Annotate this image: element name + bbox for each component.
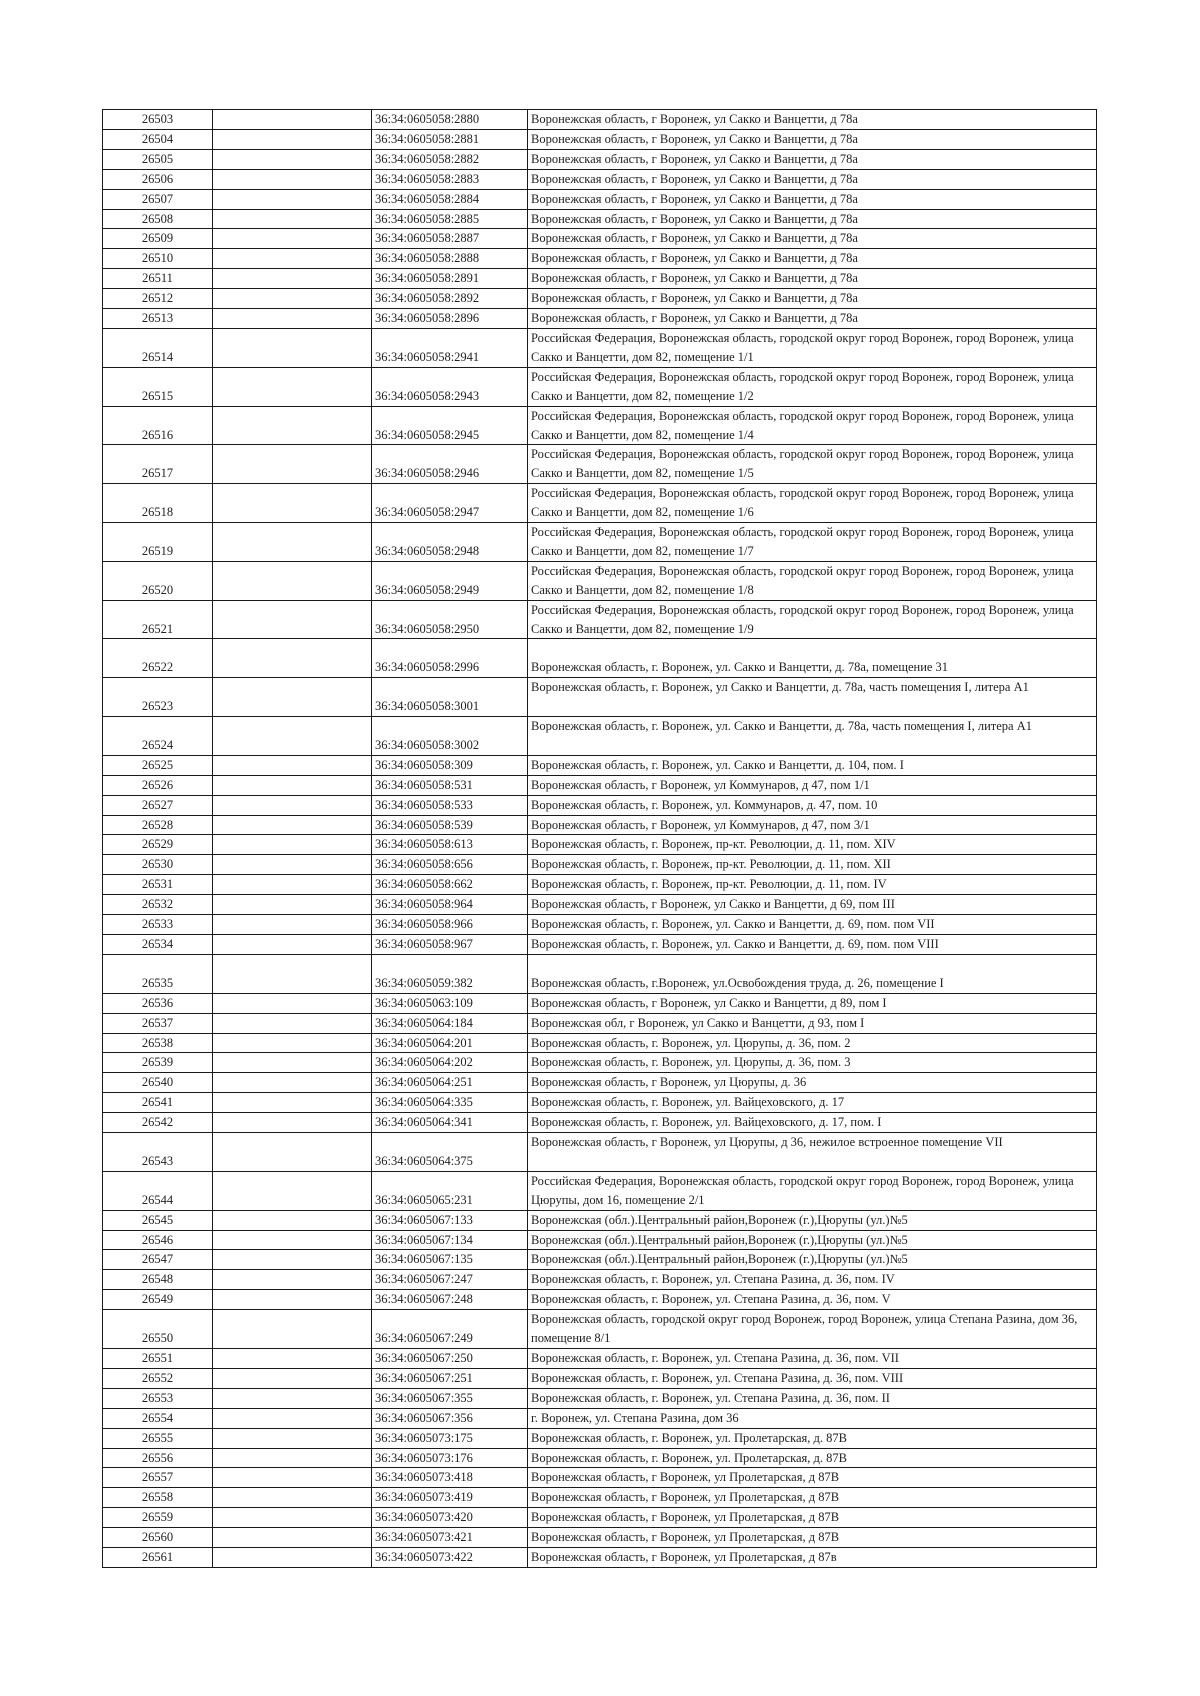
registry-table — [102, 109, 1097, 1568]
empty-cell — [213, 110, 372, 130]
address-cell: Воронежская область, г. Воронеж, пр-кт. Революции, д. 11, пом. XIV — [528, 835, 1097, 855]
address-cell: Воронежская (обл.).Центральный район,Воронеж (г.),Цюрупы (ул.)№5 — [528, 1250, 1097, 1270]
table-row — [103, 367, 1097, 406]
empty-cell — [213, 1528, 372, 1548]
cadastral-number-cell: 36:34:0605058:3001 — [372, 678, 528, 717]
table-row — [103, 678, 1097, 717]
row-number-cell: 26525 — [103, 755, 213, 775]
table-row — [103, 1468, 1097, 1488]
empty-cell — [213, 993, 372, 1013]
address-cell: Воронежская область, г Воронеж, ул Сакко и Ванцетти, д 78а — [528, 209, 1097, 229]
cadastral-number-cell: 36:34:0605067:356 — [372, 1408, 528, 1428]
row-number-cell: 26560 — [103, 1528, 213, 1548]
empty-cell — [213, 1349, 372, 1369]
table-row — [103, 1448, 1097, 1468]
address-cell: Воронежская область, г Воронеж, ул Цюрупы, д 36, нежилое встроенное помещение VII — [528, 1133, 1097, 1172]
cadastral-number-cell: 36:34:0605067:355 — [372, 1388, 528, 1408]
cadastral-number-cell: 36:34:0605058:2882 — [372, 149, 528, 169]
table-row — [103, 875, 1097, 895]
cadastral-number-cell: 36:34:0605063:109 — [372, 993, 528, 1013]
cadastral-number-cell: 36:34:0605058:2941 — [372, 328, 528, 367]
table-row — [103, 1210, 1097, 1230]
table-row — [103, 1250, 1097, 1270]
empty-cell — [213, 189, 372, 209]
row-number-cell: 26552 — [103, 1368, 213, 1388]
table-row — [103, 1548, 1097, 1568]
table-row — [103, 895, 1097, 915]
address-cell: Российская Федерация, Воронежская область, городской округ город Воронеж, город Воронеж, улица Сакко и Ванцетти, дом 82, помещение 1/9 — [528, 600, 1097, 639]
cadastral-number-cell: 36:34:0605067:249 — [372, 1310, 528, 1349]
empty-cell — [213, 717, 372, 756]
row-number-cell: 26520 — [103, 561, 213, 600]
row-number-cell: 26556 — [103, 1448, 213, 1468]
cadastral-number-cell: 36:34:0605058:662 — [372, 875, 528, 895]
table-row — [103, 406, 1097, 445]
cadastral-number-cell: 36:34:0605058:2996 — [372, 639, 528, 678]
cadastral-number-cell: 36:34:0605064:335 — [372, 1093, 528, 1113]
row-number-cell: 26511 — [103, 269, 213, 289]
cadastral-number-cell: 36:34:0605058:2950 — [372, 600, 528, 639]
row-number-cell: 26553 — [103, 1388, 213, 1408]
cadastral-number-cell: 36:34:0605067:134 — [372, 1230, 528, 1250]
row-number-cell: 26508 — [103, 209, 213, 229]
address-cell: Воронежская (обл.).Центральный район,Воронеж (г.),Цюрупы (ул.)№5 — [528, 1210, 1097, 1230]
cadastral-number-cell: 36:34:0605067:250 — [372, 1349, 528, 1369]
row-number-cell: 26540 — [103, 1073, 213, 1093]
empty-cell — [213, 1408, 372, 1428]
table-row — [103, 1368, 1097, 1388]
empty-cell — [213, 484, 372, 523]
cadastral-number-cell: 36:34:0605067:251 — [372, 1368, 528, 1388]
cadastral-number-cell: 36:34:0605059:382 — [372, 954, 528, 993]
address-cell: Воронежская область, г Воронеж, ул Сакко и Ванцетти, д 78а — [528, 289, 1097, 309]
row-number-cell: 26513 — [103, 309, 213, 329]
empty-cell — [213, 523, 372, 562]
empty-cell — [213, 775, 372, 795]
address-cell: Воронежская область, г. Воронеж, пр-кт. Революции, д. 11, пом. XII — [528, 855, 1097, 875]
empty-cell — [213, 229, 372, 249]
table-row — [103, 561, 1097, 600]
empty-cell — [213, 1113, 372, 1133]
table-row — [103, 1428, 1097, 1448]
address-cell: Воронежская область, г. Воронеж, ул. Пролетарская, д. 87В — [528, 1448, 1097, 1468]
table-row — [103, 229, 1097, 249]
address-cell: Воронежская область, г. Воронеж, ул. Вайцеховского, д. 17 — [528, 1093, 1097, 1113]
table-row — [103, 1033, 1097, 1053]
empty-cell — [213, 954, 372, 993]
address-cell: Воронежская область, г. Воронеж, ул. Степана Разина, д. 36, пом. V — [528, 1290, 1097, 1310]
table-row — [103, 1133, 1097, 1172]
cadastral-number-cell: 36:34:0605058:613 — [372, 835, 528, 855]
row-number-cell: 26559 — [103, 1508, 213, 1528]
cadastral-number-cell: 36:34:0605058:2887 — [372, 229, 528, 249]
empty-cell — [213, 406, 372, 445]
address-cell: Воронежская область, г. Воронеж, ул Сакко и Ванцетти, д. 78а, часть помещения I, литера А1 — [528, 678, 1097, 717]
cadastral-number-cell: 36:34:0605065:231 — [372, 1171, 528, 1210]
row-number-cell: 26554 — [103, 1408, 213, 1428]
address-cell: Воронежская (обл.).Центральный район,Воронеж (г.),Цюрупы (ул.)№5 — [528, 1230, 1097, 1250]
table-row — [103, 523, 1097, 562]
table-row — [103, 1349, 1097, 1369]
address-cell: г. Воронеж, ул. Степана Разина, дом 36 — [528, 1408, 1097, 1428]
address-cell: Воронежская область, г. Воронеж, пр-кт. Революции, д. 11, пом. IV — [528, 875, 1097, 895]
cadastral-number-cell: 36:34:0605058:2949 — [372, 561, 528, 600]
address-cell: Воронежская область, г. Воронеж, ул. Пролетарская, д. 87В — [528, 1428, 1097, 1448]
table-row — [103, 1290, 1097, 1310]
address-cell: Воронежская область, г Воронеж, ул Коммунаров, д 47, пом 3/1 — [528, 815, 1097, 835]
cadastral-number-cell: 36:34:0605058:2948 — [372, 523, 528, 562]
row-number-cell: 26545 — [103, 1210, 213, 1230]
empty-cell — [213, 367, 372, 406]
row-number-cell: 26504 — [103, 129, 213, 149]
cadastral-number-cell: 36:34:0605058:2880 — [372, 110, 528, 130]
table-row — [103, 1171, 1097, 1210]
table-row — [103, 795, 1097, 815]
empty-cell — [213, 309, 372, 329]
empty-cell — [213, 678, 372, 717]
empty-cell — [213, 249, 372, 269]
cadastral-number-cell: 36:34:0605058:539 — [372, 815, 528, 835]
row-number-cell: 26546 — [103, 1230, 213, 1250]
table-row — [103, 1408, 1097, 1428]
table-row — [103, 1230, 1097, 1250]
row-number-cell: 26507 — [103, 189, 213, 209]
cadastral-number-cell: 36:34:0605073:421 — [372, 1528, 528, 1548]
empty-cell — [213, 1133, 372, 1172]
address-cell: Воронежская область, г Воронеж, ул Сакко и Ванцетти, д 78а — [528, 149, 1097, 169]
row-number-cell: 26505 — [103, 149, 213, 169]
empty-cell — [213, 209, 372, 229]
empty-cell — [213, 1488, 372, 1508]
row-number-cell: 26531 — [103, 875, 213, 895]
address-cell: Воронежская область, г Воронеж, ул Сакко и Ванцетти, д 78а — [528, 129, 1097, 149]
cadastral-number-cell: 36:34:0605058:2883 — [372, 169, 528, 189]
row-number-cell: 26534 — [103, 935, 213, 955]
empty-cell — [213, 129, 372, 149]
empty-cell — [213, 795, 372, 815]
cadastral-number-cell: 36:34:0605073:419 — [372, 1488, 528, 1508]
cadastral-number-cell: 36:34:0605058:967 — [372, 935, 528, 955]
row-number-cell: 26537 — [103, 1013, 213, 1033]
address-cell: Российская Федерация, Воронежская область, городской округ город Воронеж, город Воронеж, улица Цюрупы, дом 16, помещение 2/1 — [528, 1171, 1097, 1210]
cadastral-number-cell: 36:34:0605058:2947 — [372, 484, 528, 523]
empty-cell — [213, 1388, 372, 1408]
table-row — [103, 1053, 1097, 1073]
row-number-cell: 26538 — [103, 1033, 213, 1053]
address-cell: Воронежская область, г. Воронеж, ул. Степана Разина, д. 36, пом. IV — [528, 1270, 1097, 1290]
row-number-cell: 26561 — [103, 1548, 213, 1568]
table-row — [103, 309, 1097, 329]
cadastral-number-cell: 36:34:0605058:2943 — [372, 367, 528, 406]
table-row — [103, 815, 1097, 835]
registry-table-body — [103, 110, 1097, 1568]
empty-cell — [213, 169, 372, 189]
table-row — [103, 1093, 1097, 1113]
cadastral-number-cell: 36:34:0605058:2885 — [372, 209, 528, 229]
table-row — [103, 1388, 1097, 1408]
empty-cell — [213, 149, 372, 169]
cadastral-number-cell: 36:34:0605058:2945 — [372, 406, 528, 445]
row-number-cell: 26526 — [103, 775, 213, 795]
row-number-cell: 26519 — [103, 523, 213, 562]
address-cell: Воронежская область, г. Воронеж, ул. Степана Разина, д. 36, пом. VII — [528, 1349, 1097, 1369]
row-number-cell: 26529 — [103, 835, 213, 855]
cadastral-number-cell: 36:34:0605058:2888 — [372, 249, 528, 269]
table-row — [103, 954, 1097, 993]
row-number-cell: 26542 — [103, 1113, 213, 1133]
address-cell: Воронежская область, г Воронеж, ул Сакко и Ванцетти, д 78а — [528, 309, 1097, 329]
row-number-cell: 26548 — [103, 1270, 213, 1290]
address-cell: Воронежская область, г. Воронеж, ул. Вайцеховского, д. 17, пом. I — [528, 1113, 1097, 1133]
table-row — [103, 855, 1097, 875]
row-number-cell: 26541 — [103, 1093, 213, 1113]
table-row — [103, 1073, 1097, 1093]
empty-cell — [213, 1448, 372, 1468]
row-number-cell: 26506 — [103, 169, 213, 189]
address-cell: Воронежская область, г Воронеж, ул Пролетарская, д 87в — [528, 1548, 1097, 1568]
row-number-cell: 26547 — [103, 1250, 213, 1270]
cadastral-number-cell: 36:34:0605058:656 — [372, 855, 528, 875]
empty-cell — [213, 1548, 372, 1568]
cadastral-number-cell: 36:34:0605064:375 — [372, 1133, 528, 1172]
address-cell: Российская Федерация, Воронежская область, городской округ город Воронеж, город Воронеж, улица Сакко и Ванцетти, дом 82, помещение 1/8 — [528, 561, 1097, 600]
empty-cell — [213, 1013, 372, 1033]
cadastral-number-cell: 36:34:0605073:418 — [372, 1468, 528, 1488]
empty-cell — [213, 1033, 372, 1053]
row-number-cell: 26544 — [103, 1171, 213, 1210]
table-row — [103, 775, 1097, 795]
empty-cell — [213, 289, 372, 309]
empty-cell — [213, 269, 372, 289]
address-cell: Воронежская область, г Воронеж, ул Пролетарская, д 87В — [528, 1508, 1097, 1528]
empty-cell — [213, 1428, 372, 1448]
address-cell: Российская Федерация, Воронежская область, городской округ город Воронеж, город Воронеж, улица Сакко и Ванцетти, дом 82, помещение 1/5 — [528, 445, 1097, 484]
address-cell: Воронежская область, г Воронеж, ул Сакко и Ванцетти, д 78а — [528, 229, 1097, 249]
address-cell: Воронежская область, г. Воронеж, ул. Сакко и Ванцетти, д. 69, пом. пом VII — [528, 915, 1097, 935]
address-cell: Воронежская область, г. Воронеж, ул. Цюрупы, д. 36, пом. 2 — [528, 1033, 1097, 1053]
table-row — [103, 289, 1097, 309]
row-number-cell: 26551 — [103, 1349, 213, 1369]
address-cell: Воронежская область, г Воронеж, ул Пролетарская, д 87В — [528, 1468, 1097, 1488]
empty-cell — [213, 1073, 372, 1093]
table-row — [103, 639, 1097, 678]
address-cell: Российская Федерация, Воронежская область, городской округ город Воронеж, город Воронеж, улица Сакко и Ванцетти, дом 82, помещение 1/1 — [528, 328, 1097, 367]
cadastral-number-cell: 36:34:0605067:135 — [372, 1250, 528, 1270]
empty-cell — [213, 1093, 372, 1113]
table-row — [103, 935, 1097, 955]
empty-cell — [213, 600, 372, 639]
empty-cell — [213, 1210, 372, 1230]
cadastral-number-cell: 36:34:0605064:202 — [372, 1053, 528, 1073]
row-number-cell: 26530 — [103, 855, 213, 875]
row-number-cell: 26528 — [103, 815, 213, 835]
table-row — [103, 835, 1097, 855]
address-cell: Воронежская область, г Воронеж, ул Сакко и Ванцетти, д 78а — [528, 189, 1097, 209]
cadastral-number-cell: 36:34:0605064:251 — [372, 1073, 528, 1093]
cadastral-number-cell: 36:34:0605058:964 — [372, 895, 528, 915]
row-number-cell: 26524 — [103, 717, 213, 756]
address-cell: Воронежская область, г. Воронеж, ул. Степана Разина, д. 36, пом. VIII — [528, 1368, 1097, 1388]
row-number-cell: 26514 — [103, 328, 213, 367]
address-cell: Воронежская область, г Воронеж, ул Цюрупы, д. 36 — [528, 1073, 1097, 1093]
empty-cell — [213, 1368, 372, 1388]
table-row — [103, 129, 1097, 149]
row-number-cell: 26522 — [103, 639, 213, 678]
row-number-cell: 26549 — [103, 1290, 213, 1310]
cadastral-number-cell: 36:34:0605058:966 — [372, 915, 528, 935]
row-number-cell: 26558 — [103, 1488, 213, 1508]
row-number-cell: 26523 — [103, 678, 213, 717]
address-cell: Воронежская область, г. Воронеж, ул. Сакко и Ванцетти, д. 78а, помещение 31 — [528, 639, 1097, 678]
row-number-cell: 26512 — [103, 289, 213, 309]
empty-cell — [213, 895, 372, 915]
cadastral-number-cell: 36:34:0605064:184 — [372, 1013, 528, 1033]
cadastral-number-cell: 36:34:0605067:133 — [372, 1210, 528, 1230]
address-cell: Воронежская область, г Воронеж, ул Сакко и Ванцетти, д 89, пом I — [528, 993, 1097, 1013]
empty-cell — [213, 855, 372, 875]
empty-cell — [213, 1310, 372, 1349]
row-number-cell: 26533 — [103, 915, 213, 935]
row-number-cell: 26550 — [103, 1310, 213, 1349]
address-cell: Воронежская область, г Воронеж, ул Сакко и Ванцетти, д 78а — [528, 169, 1097, 189]
address-cell: Воронежская область, г Воронеж, ул Пролетарская, д 87В — [528, 1528, 1097, 1548]
address-cell: Воронежская область, г Воронеж, ул Пролетарская, д 87В — [528, 1488, 1097, 1508]
address-cell: Российская Федерация, Воронежская область, городской округ город Воронеж, город Воронеж, улица Сакко и Ванцетти, дом 82, помещение 1/7 — [528, 523, 1097, 562]
row-number-cell: 26517 — [103, 445, 213, 484]
row-number-cell: 26543 — [103, 1133, 213, 1172]
cadastral-number-cell: 36:34:0605058:2891 — [372, 269, 528, 289]
cadastral-number-cell: 36:34:0605067:248 — [372, 1290, 528, 1310]
empty-cell — [213, 935, 372, 955]
table-row — [103, 1488, 1097, 1508]
row-number-cell: 26536 — [103, 993, 213, 1013]
cadastral-number-cell: 36:34:0605058:3002 — [372, 717, 528, 756]
table-row — [103, 915, 1097, 935]
table-row — [103, 189, 1097, 209]
row-number-cell: 26539 — [103, 1053, 213, 1073]
table-row — [103, 328, 1097, 367]
table-row — [103, 149, 1097, 169]
cadastral-number-cell: 36:34:0605058:531 — [372, 775, 528, 795]
empty-cell — [213, 875, 372, 895]
row-number-cell: 26503 — [103, 110, 213, 130]
cadastral-number-cell: 36:34:0605058:2946 — [372, 445, 528, 484]
cadastral-number-cell: 36:34:0605058:533 — [372, 795, 528, 815]
empty-cell — [213, 1171, 372, 1210]
address-cell: Воронежская область, г. Воронеж, ул. Сакко и Ванцетти, д. 104, пом. I — [528, 755, 1097, 775]
empty-cell — [213, 755, 372, 775]
table-row — [103, 993, 1097, 1013]
table-row — [103, 1270, 1097, 1290]
address-cell: Российская Федерация, Воронежская область, городской округ город Воронеж, город Воронеж, улица Сакко и Ванцетти, дом 82, помещение 1/2 — [528, 367, 1097, 406]
row-number-cell: 26510 — [103, 249, 213, 269]
table-row — [103, 110, 1097, 130]
empty-cell — [213, 1290, 372, 1310]
table-row — [103, 1113, 1097, 1133]
address-cell: Воронежская область, городской округ город Воронеж, город Воронеж, улица Степана Разина, дом 36, помещение 8/1 — [528, 1310, 1097, 1349]
address-cell: Воронежская область, г Воронеж, ул Сакко и Ванцетти, д 78а — [528, 269, 1097, 289]
row-number-cell: 26509 — [103, 229, 213, 249]
table-row — [103, 1310, 1097, 1349]
table-row — [103, 600, 1097, 639]
empty-cell — [213, 1250, 372, 1270]
table-row — [103, 755, 1097, 775]
row-number-cell: 26557 — [103, 1468, 213, 1488]
empty-cell — [213, 445, 372, 484]
cadastral-number-cell: 36:34:0605058:2896 — [372, 309, 528, 329]
row-number-cell: 26521 — [103, 600, 213, 639]
cadastral-number-cell: 36:34:0605073:422 — [372, 1548, 528, 1568]
empty-cell — [213, 639, 372, 678]
cadastral-number-cell: 36:34:0605064:341 — [372, 1113, 528, 1133]
row-number-cell: 26555 — [103, 1428, 213, 1448]
row-number-cell: 26527 — [103, 795, 213, 815]
address-cell: Воронежская область, г Воронеж, ул Коммунаров, д 47, пом 1/1 — [528, 775, 1097, 795]
cadastral-number-cell: 36:34:0605058:2892 — [372, 289, 528, 309]
address-cell: Воронежская область, г Воронеж, ул Сакко и Ванцетти, д 69, пом III — [528, 895, 1097, 915]
empty-cell — [213, 1053, 372, 1073]
table-row — [103, 1528, 1097, 1548]
empty-cell — [213, 815, 372, 835]
row-number-cell: 26518 — [103, 484, 213, 523]
table-row — [103, 717, 1097, 756]
cadastral-number-cell: 36:34:0605073:420 — [372, 1508, 528, 1528]
table-row — [103, 484, 1097, 523]
table-row — [103, 209, 1097, 229]
empty-cell — [213, 1508, 372, 1528]
row-number-cell: 26535 — [103, 954, 213, 993]
table-row — [103, 269, 1097, 289]
address-cell: Воронежская область, г.Воронеж, ул.Освобождения труда, д. 26, помещение I — [528, 954, 1097, 993]
table-row — [103, 445, 1097, 484]
cadastral-number-cell: 36:34:0605058:309 — [372, 755, 528, 775]
address-cell: Воронежская область, г. Воронеж, ул. Коммунаров, д. 47, пом. 10 — [528, 795, 1097, 815]
cadastral-number-cell: 36:34:0605073:175 — [372, 1428, 528, 1448]
address-cell: Воронежская область, г. Воронеж, ул. Цюрупы, д. 36, пом. 3 — [528, 1053, 1097, 1073]
empty-cell — [213, 1230, 372, 1250]
row-number-cell: 26515 — [103, 367, 213, 406]
table-row — [103, 169, 1097, 189]
empty-cell — [213, 835, 372, 855]
cadastral-number-cell: 36:34:0605058:2884 — [372, 189, 528, 209]
address-cell: Воронежская область, г. Воронеж, ул. Степана Разина, д. 36, пом. II — [528, 1388, 1097, 1408]
empty-cell — [213, 915, 372, 935]
table-row — [103, 1508, 1097, 1528]
empty-cell — [213, 561, 372, 600]
address-cell: Воронежская обл, г Воронеж, ул Сакко и Ванцетти, д 93, пом I — [528, 1013, 1097, 1033]
cadastral-number-cell: 36:34:0605064:201 — [372, 1033, 528, 1053]
empty-cell — [213, 1270, 372, 1290]
cadastral-number-cell: 36:34:0605067:247 — [372, 1270, 528, 1290]
cadastral-number-cell: 36:34:0605058:2881 — [372, 129, 528, 149]
empty-cell — [213, 328, 372, 367]
row-number-cell: 26532 — [103, 895, 213, 915]
address-cell: Российская Федерация, Воронежская область, городской округ город Воронеж, город Воронеж, улица Сакко и Ванцетти, дом 82, помещение 1/6 — [528, 484, 1097, 523]
cadastral-number-cell: 36:34:0605073:176 — [372, 1448, 528, 1468]
empty-cell — [213, 1468, 372, 1488]
address-cell: Воронежская область, г. Воронеж, ул. Сакко и Ванцетти, д. 78а, часть помещения I, литера А1 — [528, 717, 1097, 756]
table-row — [103, 1013, 1097, 1033]
address-cell: Воронежская область, г Воронеж, ул Сакко и Ванцетти, д 78а — [528, 249, 1097, 269]
address-cell: Российская Федерация, Воронежская область, городской округ город Воронеж, город Воронеж, улица Сакко и Ванцетти, дом 82, помещение 1/4 — [528, 406, 1097, 445]
table-row — [103, 249, 1097, 269]
row-number-cell: 26516 — [103, 406, 213, 445]
address-cell: Воронежская область, г. Воронеж, ул. Сакко и Ванцетти, д. 69, пом. пом VIII — [528, 935, 1097, 955]
address-cell: Воронежская область, г Воронеж, ул Сакко и Ванцетти, д 78а — [528, 110, 1097, 130]
